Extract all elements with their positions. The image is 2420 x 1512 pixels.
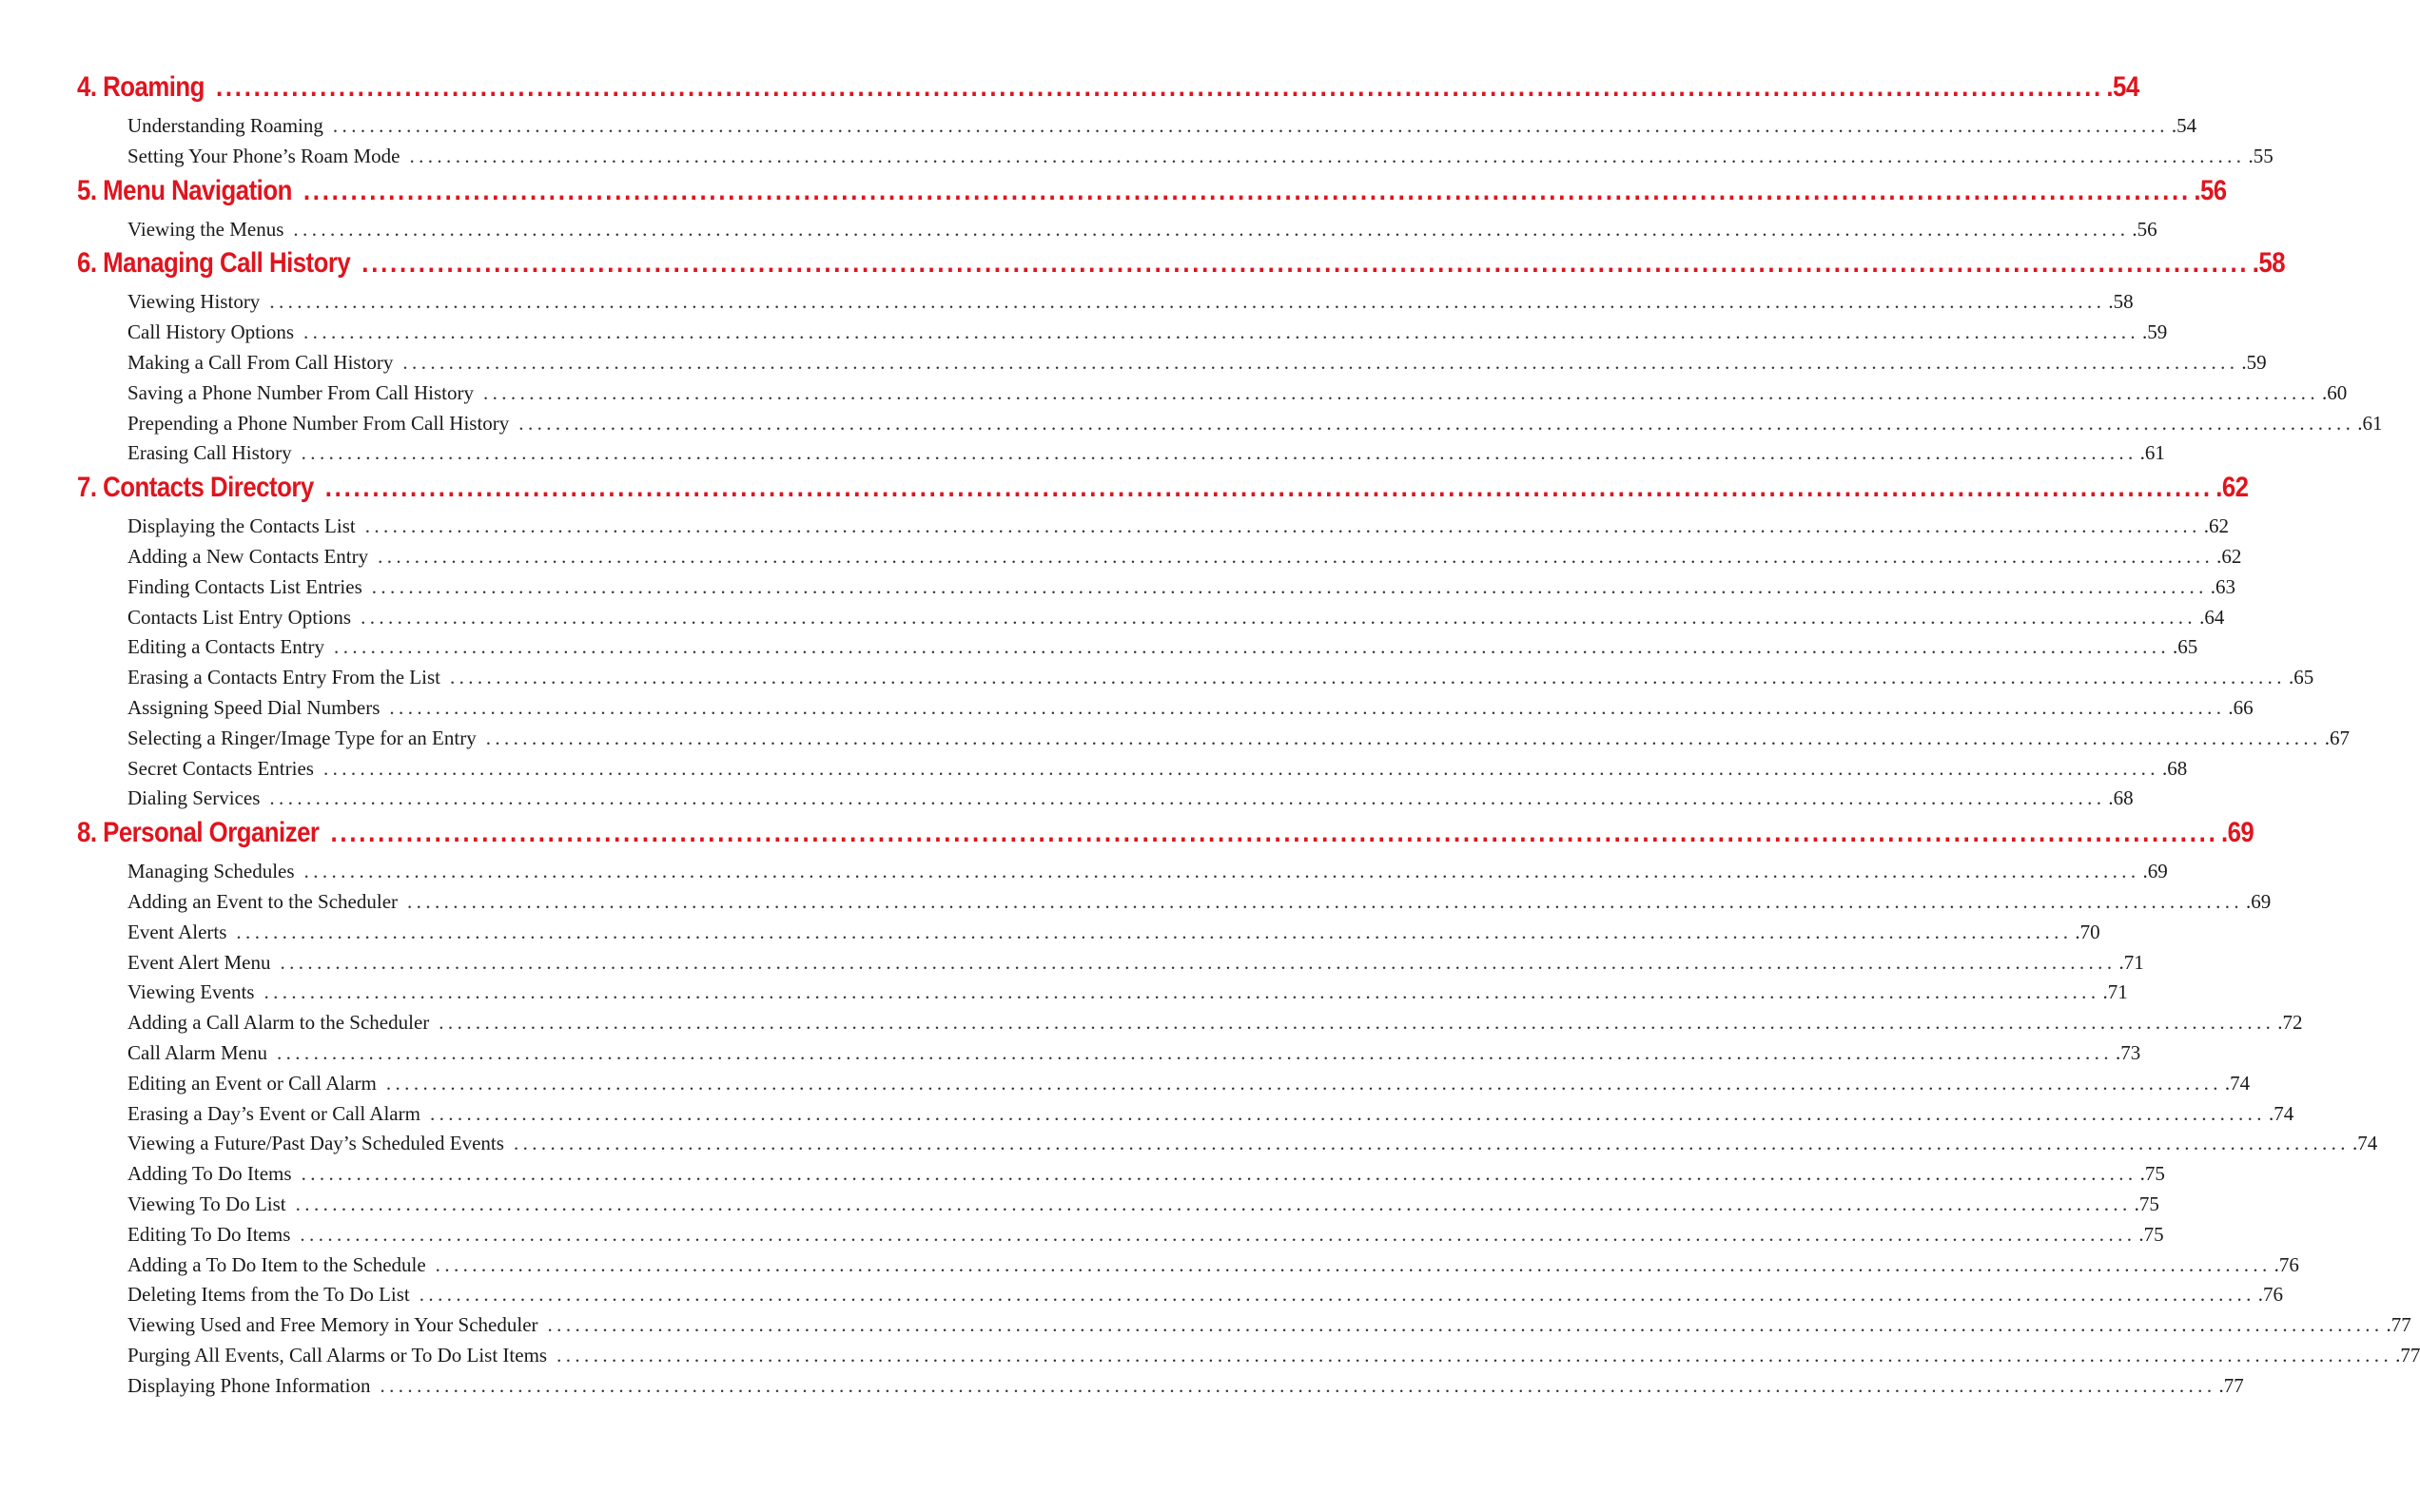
entry-title: Erasing a Contacts Entry From the List [127,666,440,689]
dot-leader: ........................................................................................................................................................................................................ [556,1343,2393,1367]
chapter-title: 5. Menu Navigation [77,174,292,206]
chapter-title: 8. Personal Organizer [77,817,320,849]
entry-title: Event Alert Menu [127,950,271,974]
entry-page-number: .69 [2142,860,2168,883]
entry-page-number: .61 [2139,441,2165,465]
dot-leader: ........................................................................................................................................................................................................ [385,1071,2222,1095]
entry-title: Dialing Services [127,786,261,810]
entry-title: Displaying the Contacts List [127,514,356,538]
toc-entry[interactable] [127,1250,2299,1281]
dot-leader: ........................................................................................................................................................................................................ [301,1162,2137,1186]
entry-title: Making a Call From Call History [127,350,394,374]
toc-entry[interactable] [127,1159,2165,1190]
entry-title: Managing Schedules [127,860,295,883]
dot-leader: ........................................................................................................................................................................................................ [303,860,2140,883]
entry-page-number: .77 [2386,1313,2411,1337]
entry-title: Understanding Roaming [127,114,323,137]
toc-entry[interactable] [127,1190,2159,1220]
dot-leader: ........................................................................................................................................................................................................ [276,1040,2113,1064]
chapter-heading[interactable] [77,814,2254,857]
dot-leader: ........................................................................................................................................................................................................ [330,817,2218,849]
entry-page-number: .68 [2108,786,2134,810]
toc-entry[interactable] [127,1280,2284,1310]
entry-page-number: .66 [2228,695,2254,719]
entry-page-number: .65 [2173,635,2198,659]
entry-title: Viewing To Do List [127,1192,286,1215]
entry-page-number: .74 [2224,1071,2251,1095]
chapter-page-number: .56 [2194,174,2227,206]
entry-page-number: .75 [2138,1222,2164,1246]
entry-page-number: .68 [2161,756,2188,780]
toc-entry[interactable] [127,784,2134,814]
dot-leader: ........................................................................................................................................................................................................ [236,920,2073,943]
chapter-title: 4. Roaming [77,71,205,103]
dot-leader: ........................................................................................................................................................................................................ [322,756,2159,780]
entry-page-number: .76 [2257,1283,2284,1307]
toc-entry[interactable] [127,1341,2420,1371]
entry-page-number: .75 [2134,1192,2159,1215]
entry-title: Secret Contacts Entries [127,756,314,780]
chapter-heading[interactable] [77,172,2227,215]
toc-entry[interactable] [127,632,2198,663]
toc-entry[interactable] [127,1038,2141,1069]
toc-entry[interactable] [127,1310,2411,1341]
entry-title: Adding an Event to the Scheduler [127,889,399,913]
entry-title: Contacts List Entry Options [127,605,352,629]
entry-page-number: .62 [2216,544,2242,568]
entry-page-number: .74 [2268,1101,2294,1125]
entry-page-number: .64 [2199,605,2225,629]
table-of-contents [77,68,2420,1401]
entry-title: Call History Options [127,320,295,344]
entry-title: Viewing a Future/Past Day’s Scheduled Events [127,1132,504,1155]
toc-entry[interactable] [127,1069,2251,1099]
entry-page-number: .59 [2241,350,2267,374]
toc-entry[interactable] [127,724,2350,754]
entry-page-number: .59 [2142,320,2168,344]
entry-title: Saving a Phone Number From Call History [127,380,474,404]
entry-title: Erasing a Day’s Event or Call Alarm [127,1101,420,1125]
dot-leader: ........................................................................................................................................................................................................ [513,1132,2350,1155]
chapter-page-number: .69 [2220,817,2254,849]
dot-leader: ........................................................................................................................................................................................................ [419,1283,2255,1307]
toc-entry[interactable] [127,603,2225,633]
dot-leader: ........................................................................................................................................................................................................ [547,1313,2384,1337]
toc-entry[interactable] [127,857,2168,887]
toc-entry[interactable] [127,287,2134,318]
dot-leader: ........................................................................................................................................................................................................ [407,889,2244,913]
entry-page-number: .72 [2277,1011,2303,1035]
entry-page-number: .65 [2288,666,2314,689]
dot-leader: ........................................................................................................................................................................................................ [364,514,2201,538]
toc-entry[interactable] [127,512,2229,542]
entry-title: Prepending a Phone Number From Call History [127,411,510,435]
toc-entry[interactable] [127,542,2242,572]
entry-page-number: .71 [2102,980,2128,1004]
dot-leader: ........................................................................................................................................................................................................ [380,1373,2216,1397]
entry-page-number: .63 [2210,574,2235,598]
dot-leader: ........................................................................................................................................................................................................ [389,695,2226,719]
toc-entry[interactable] [127,978,2128,1008]
entry-title: Purging All Events, Call Alarms or To Do List Items [127,1343,548,1367]
entry-page-number: .61 [2357,411,2383,435]
entry-title: Setting Your Phone’s Roam Mode [127,144,400,167]
toc-entry[interactable] [127,663,2314,693]
dot-leader: ........................................................................................................................................................................................................ [429,1101,2266,1125]
dot-leader: ........................................................................................................................................................................................................ [263,980,2100,1004]
dot-leader: ........................................................................................................................................................................................................ [361,247,2250,280]
entry-title: Erasing Call History [127,441,292,465]
entry-title: Viewing Used and Free Memory in Your Scheduler [127,1313,538,1337]
dot-leader: ........................................................................................................................................................................................................ [303,320,2140,344]
entry-page-number: .73 [2115,1040,2141,1064]
toc-entry[interactable] [127,1371,2244,1402]
entry-page-number: .77 [2218,1373,2244,1397]
dot-leader: ........................................................................................................................................................................................................ [449,666,2286,689]
toc-entry[interactable] [127,111,2197,142]
entry-title: Viewing History [127,290,261,314]
chapter-page-number: .58 [2252,247,2286,280]
entry-page-number: .58 [2108,290,2134,314]
dot-leader: ........................................................................................................................................................................................................ [402,350,2239,374]
toc-entry[interactable] [127,215,2157,245]
entry-title: Displaying Phone Information [127,1373,371,1397]
entry-page-number: .62 [2203,514,2229,538]
chapter-page-number: .54 [2106,71,2139,103]
toc-entry[interactable] [127,1129,2378,1159]
dot-leader: ........................................................................................................................................................................................................ [378,544,2215,568]
dot-leader: ........................................................................................................................................................................................................ [332,114,2169,137]
entry-title: Assigning Speed Dial Numbers [127,695,381,719]
dot-leader: ........................................................................................................................................................................................................ [300,1222,2137,1246]
toc-entry[interactable] [127,693,2254,724]
toc-entry[interactable] [127,318,2168,348]
dot-leader: ........................................................................................................................................................................................................ [269,786,2106,810]
chapter-heading[interactable] [77,244,2286,287]
toc-entry[interactable] [127,1099,2294,1130]
entry-title: Adding a Call Alarm to the Scheduler [127,1011,430,1035]
dot-leader: ........................................................................................................................................................................................................ [301,441,2137,465]
entry-title: Adding a To Do Item to the Schedule [127,1252,426,1276]
dot-leader: ........................................................................................................................................................................................................ [409,144,2246,167]
dot-leader: ........................................................................................................................................................................................................ [435,1252,2272,1276]
toc-entry[interactable] [127,948,2144,979]
entry-title: Selecting a Ringer/Image Type for an Entry [127,726,477,749]
dot-leader: ........................................................................................................................................................................................................ [295,1192,2132,1215]
chapter-heading[interactable] [77,469,2249,512]
entry-page-number: .74 [2352,1132,2378,1155]
toc-entry[interactable] [127,754,2188,785]
entry-title: Editing To Do Items [127,1222,291,1246]
toc-entry[interactable] [127,572,2235,603]
entry-page-number: .76 [2274,1252,2299,1276]
entry-title: Viewing the Menus [127,217,284,241]
toc-entry[interactable] [127,887,2272,918]
entry-page-number: .55 [2248,144,2274,167]
dot-leader: ........................................................................................................................................................................................................ [361,605,2197,629]
chapter-title: 7. Contacts Directory [77,472,314,504]
entry-title: Event Alerts [127,920,227,943]
entry-title: Adding a New Contacts Entry [127,544,369,568]
entry-title: Editing a Contacts Entry [127,635,325,659]
toc-entry[interactable] [127,438,2165,469]
entry-page-number: .70 [2075,920,2100,943]
dot-leader: ........................................................................................................................................................................................................ [269,290,2106,314]
chapter-title: 6. Managing Call History [77,247,351,280]
toc-entry[interactable] [127,1008,2303,1038]
dot-leader: ........................................................................................................................................................................................................ [324,472,2213,504]
dot-leader: ........................................................................................................................................................................................................ [302,174,2191,206]
toc-entry[interactable] [127,1220,2164,1250]
dot-leader: ........................................................................................................................................................................................................ [439,1011,2275,1035]
toc-entry[interactable] [127,409,2383,439]
entry-title: Viewing Events [127,980,255,1004]
entry-page-number: .69 [2246,889,2272,913]
entry-page-number: .60 [2321,380,2348,404]
entry-page-number: .77 [2395,1343,2420,1367]
dot-leader: ........................................................................................................................................................................................................ [293,217,2130,241]
dot-leader: ........................................................................................................................................................................................................ [371,574,2208,598]
toc-entry[interactable] [127,348,2267,378]
entry-page-number: .75 [2139,1162,2165,1186]
entry-title: Editing an Event or Call Alarm [127,1071,377,1095]
dot-leader: ........................................................................................................................................................................................................ [280,950,2117,974]
dot-leader: ........................................................................................................................................................................................................ [518,411,2355,435]
dot-leader: ........................................................................................................................................................................................................ [215,71,2103,103]
entry-title: Call Alarm Menu [127,1040,267,1064]
toc-entry[interactable] [127,378,2348,409]
entry-page-number: .54 [2171,114,2197,137]
entry-page-number: .67 [2324,726,2350,749]
entry-title: Deleting Items from the To Do List [127,1283,410,1307]
chapter-page-number: .62 [2215,472,2249,504]
chapter-heading[interactable] [77,68,2139,111]
dot-leader: ........................................................................................................................................................................................................ [482,380,2319,404]
entry-title: Adding To Do Items [127,1162,292,1186]
toc-entry[interactable] [127,142,2274,172]
toc-entry[interactable] [127,918,2100,948]
entry-page-number: .56 [2132,217,2157,241]
dot-leader: ........................................................................................................................................................................................................ [485,726,2322,749]
entry-page-number: .71 [2118,950,2144,974]
entry-title: Finding Contacts List Entries [127,574,362,598]
dot-leader: ........................................................................................................................................................................................................ [334,635,2171,659]
